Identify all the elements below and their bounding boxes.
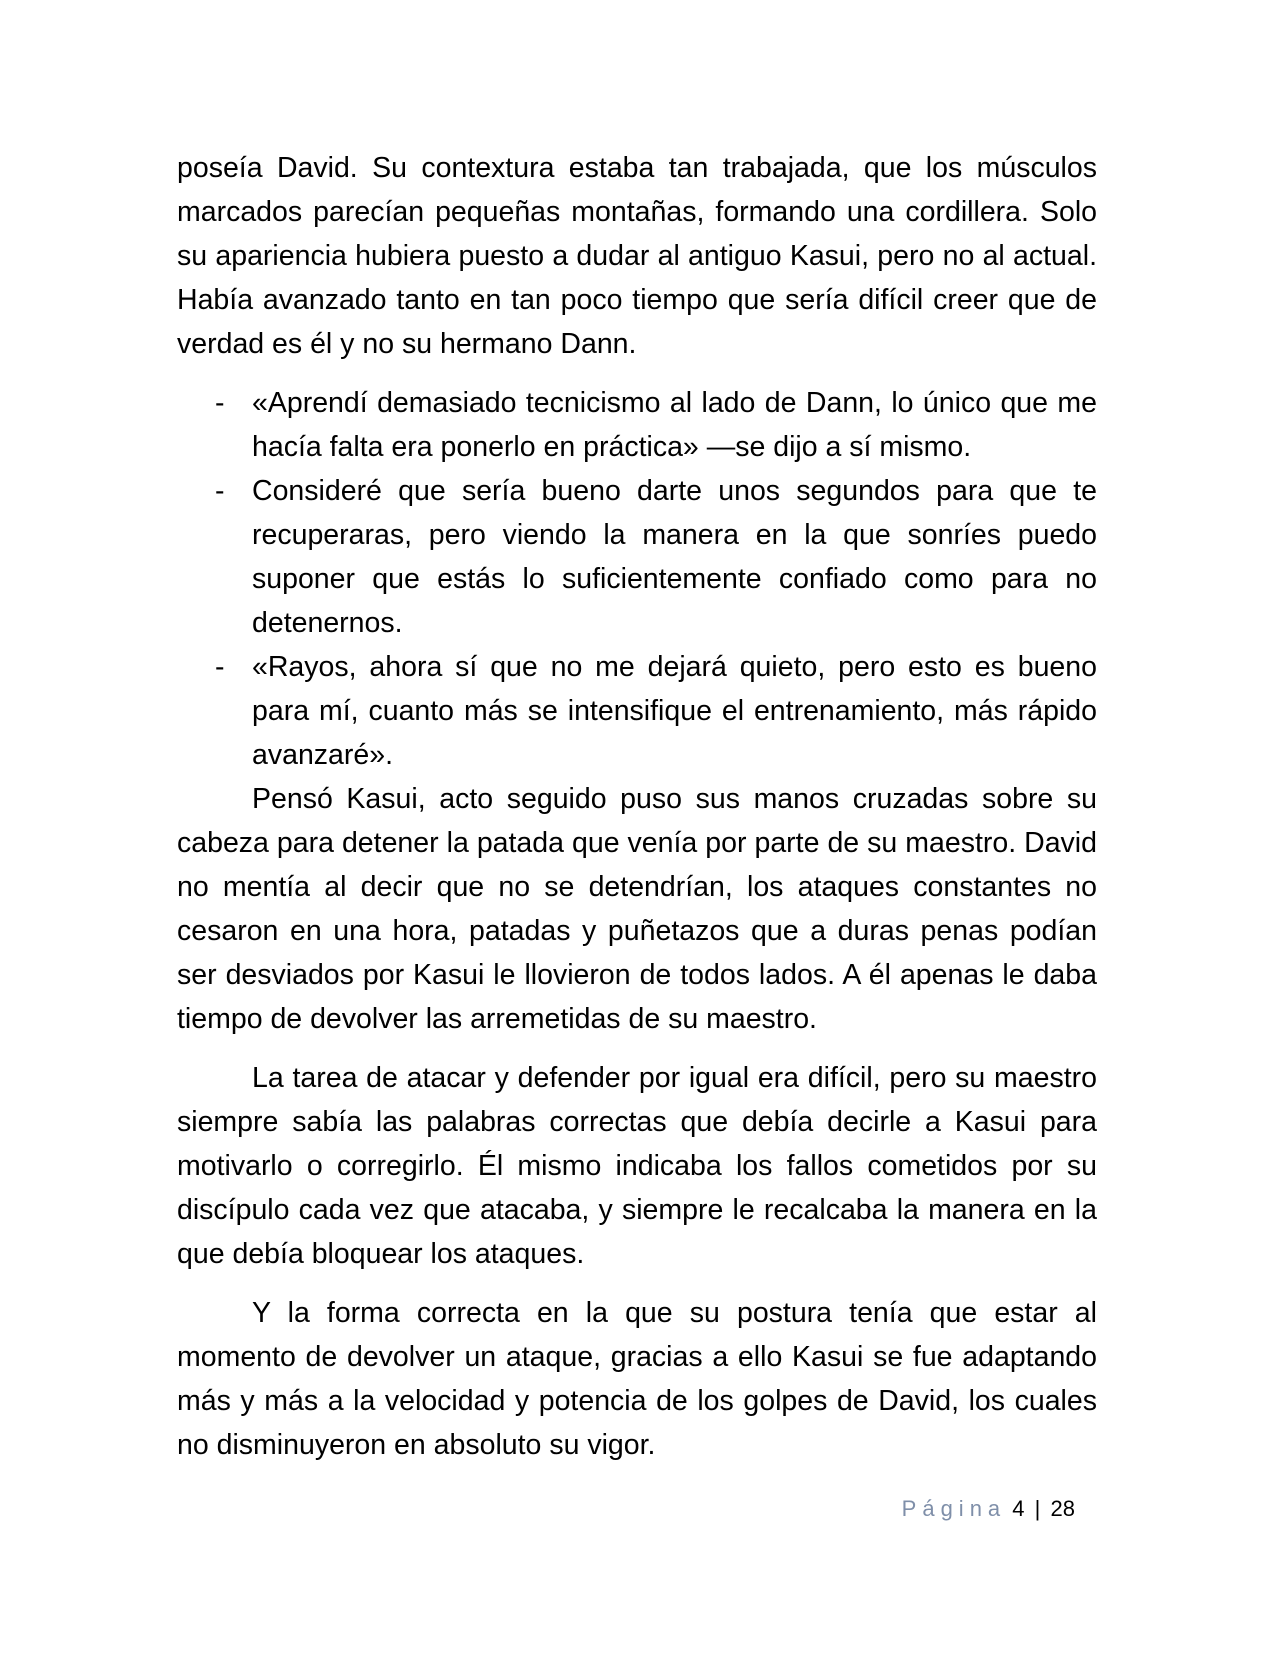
page-footer [902, 1496, 1075, 1522]
footer-page-total: 28 [1050, 1496, 1075, 1521]
dialogue-item [177, 469, 1097, 645]
paragraph-intro: poseía David. Su contextura estaba tan trabajada, que los músculos marcados parecían pequeñas montañas, formando una cordillera. Solo su apariencia hubiera puesto a dudar al antiguo Kasui, pero no al actual. Había avanzado tanto en tan poco tiempo que sería difícil creer que de verdad es él y no su hermano Dann. [177, 152, 1097, 360]
footer-page-number: 4 [1012, 1496, 1025, 1521]
dialogue-text: Consideré que sería bueno darte unos segundos para que te recuperaras, pero viendo la manera en la que sonríes puedo suponer que estás lo suficientemente confiado como para no detenernos. [252, 475, 1097, 639]
dialogue-text: «Aprendí demasiado tecnicismo al lado de Dann, lo único que me hacía falta era ponerlo en práctica» —se dijo a sí mismo. [252, 387, 1097, 463]
body-text [177, 146, 1097, 1467]
dialogue-dash: - [215, 387, 225, 419]
footer-separator: | [1034, 1496, 1041, 1521]
dialogue-dash: - [215, 651, 225, 683]
dialogue-item [177, 645, 1097, 777]
paragraph-penso: Pensó Kasui, acto seguido puso sus manos cruzadas sobre su cabeza para detener la patada que venía por parte de su maestro. David no mentía al decir que no se detendrían, los ataques constantes no cesaron en una hora, patadas y puñetazos que a duras penas podían ser desviados por Kasui le llovieron de todos lados. A él apenas le daba tiempo de devolver las arremetidas de su maestro. [177, 783, 1097, 1035]
dialogue-dash: - [215, 475, 225, 507]
paragraph-forma: Y la forma correcta en la que su postura tenía que estar al momento de devolver un ataque, gracias a ello Kasui se fue adaptando más y más a la velocidad y potencia de los golpes de David, los cuales no disminuyeron en absoluto su vigor. [177, 1297, 1097, 1461]
footer-page-label: Página [901, 1496, 1007, 1521]
dialogue-list [177, 381, 1097, 777]
paragraph-tarea: La tarea de atacar y defender por igual era difícil, pero su maestro siempre sabía las palabras correctas que debía decirle a Kasui para motivarlo o corregirlo. Él mismo indicaba los fallos cometidos por su discípulo cada vez que atacaba, y siempre le recalcaba la manera en la que debía bloquear los ataques. [177, 1062, 1097, 1270]
dialogue-text: «Rayos, ahora sí que no me dejará quieto, pero esto es bueno para mí, cuanto más se intensifique el entrenamiento, más rápido avanzaré». [252, 651, 1097, 771]
dialogue-item [177, 381, 1097, 469]
